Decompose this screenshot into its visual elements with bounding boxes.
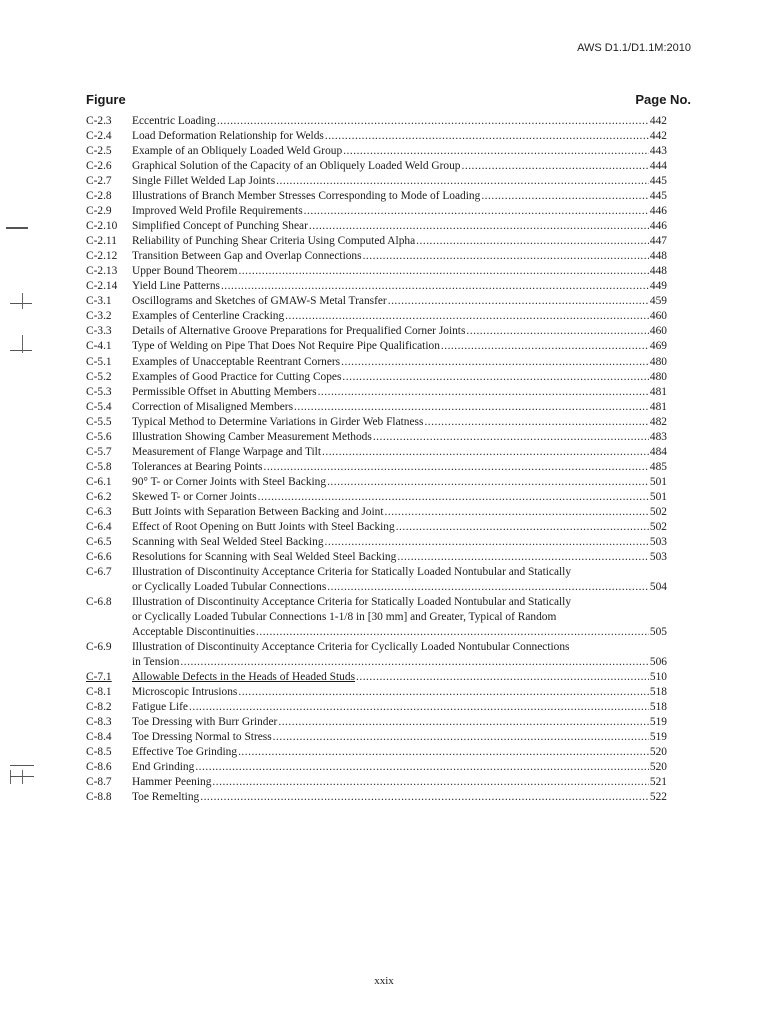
figure-number: C-8.5 — [86, 746, 112, 759]
figure-number: C-5.1 — [86, 355, 112, 368]
figure-title: Details of Alternative Groove Preparations for Prequalified Corner Joints — [132, 325, 466, 338]
dot-leader — [309, 219, 649, 234]
figure-entry — [86, 355, 667, 370]
dot-leader — [263, 460, 648, 475]
page-number-ref: 460 — [649, 325, 667, 338]
figure-number: C-8.7 — [86, 776, 112, 789]
dot-leader — [195, 760, 649, 775]
figure-title: Examples of Unacceptable Reentrant Corners — [132, 355, 341, 368]
page-number-ref: 482 — [649, 415, 667, 428]
figure-title: Toe Dressing with Burr Grinder — [132, 716, 278, 729]
figure-entry — [86, 114, 667, 129]
page-number-ref: 503 — [649, 535, 667, 548]
dot-leader — [304, 204, 649, 219]
figure-number: C-2.5 — [86, 145, 112, 158]
figure-list — [86, 114, 667, 805]
page-number-ref: 480 — [649, 370, 667, 383]
figure-title: Improved Weld Profile Requirements — [132, 205, 303, 218]
figure-number: C-8.2 — [86, 701, 112, 714]
figure-title: Eccentric Loading — [132, 115, 216, 127]
figure-title: Oscillograms and Sketches of GMAW-S Metal Transfer — [132, 295, 387, 308]
figure-number: C-3.1 — [86, 295, 112, 308]
figure-number: C-8.4 — [86, 731, 112, 744]
figure-entry — [86, 685, 667, 700]
figure-title: Permissible Offset in Abutting Members — [132, 385, 317, 398]
dot-leader — [180, 655, 649, 670]
figure-entry — [86, 309, 667, 324]
margin-mark — [10, 776, 34, 777]
figure-number: C-8.3 — [86, 716, 112, 729]
figure-entry — [86, 279, 667, 294]
figure-number: C-2.6 — [86, 160, 112, 173]
figure-entry — [86, 339, 667, 354]
figure-entry — [86, 775, 667, 790]
margin-tick — [22, 770, 23, 784]
figure-title: Toe Dressing Normal to Stress — [132, 731, 272, 744]
figure-title: Illustrations of Branch Member Stresses Corresponding to Mode of Loading — [132, 190, 481, 203]
figure-entry — [86, 760, 667, 775]
figure-title: Acceptable Discontinuities — [132, 626, 256, 639]
figure-number: C-8.1 — [86, 686, 112, 699]
figure-number: C-6.3 — [86, 505, 112, 518]
figure-title: End Grinding — [132, 761, 195, 774]
figure-entry — [86, 159, 667, 174]
figure-title: Illustration of Discontinuity Acceptance Criteria for Statically Loaded Nontubular and Statically — [132, 596, 572, 608]
dot-leader — [325, 535, 649, 550]
figure-number: C-6.2 — [86, 490, 112, 503]
page-number-ref: 448 — [649, 250, 667, 263]
page-number-ref: 447 — [649, 235, 667, 248]
page-column-heading: Page No. — [635, 92, 691, 107]
figure-entry — [86, 535, 667, 550]
figure-number: C-2.10 — [86, 220, 118, 233]
page-number-ref: 442 — [649, 130, 667, 143]
dot-leader — [276, 174, 649, 189]
figure-entry — [86, 234, 667, 249]
figure-entry — [86, 490, 667, 505]
figure-title: in Tension — [132, 656, 180, 669]
figure-title: Scanning with Seal Welded Steel Backing — [132, 535, 324, 548]
figure-title: Measurement of Flange Warpage and Tilt — [132, 445, 321, 458]
dot-leader — [462, 159, 649, 174]
figure-title: Graphical Solution of the Capacity of an Obliquely Loaded Weld Group — [132, 160, 461, 173]
margin-tick — [22, 335, 23, 353]
page-number-ref: 448 — [649, 265, 667, 278]
page-number-ref: 445 — [649, 190, 667, 203]
figure-title: Microscopic Intrusions — [132, 686, 238, 699]
dot-leader — [327, 475, 649, 490]
figure-entry — [86, 204, 667, 219]
figure-entry — [86, 730, 667, 745]
figure-title: Illustration of Discontinuity Acceptance Criteria for Cyclically Loaded Nontubular Connections — [132, 641, 570, 654]
page-number-ref: 518 — [649, 686, 667, 699]
figure-number: C-3.3 — [86, 325, 112, 338]
page-number-ref: 469 — [649, 340, 667, 353]
page-number-ref: 510 — [649, 671, 667, 684]
dot-leader — [356, 670, 649, 685]
figure-number: C-7.1 — [86, 671, 112, 684]
dot-leader — [388, 294, 649, 309]
figure-title: Upper Bound Theorem — [132, 265, 238, 278]
figure-title: Transition Between Gap and Overlap Connections — [132, 250, 362, 263]
margin-mark — [10, 350, 32, 351]
page-number-ref: 520 — [649, 761, 667, 774]
page-number-ref: 483 — [649, 430, 667, 443]
figure-entry — [86, 670, 667, 685]
figure-title: Fatigue Life — [132, 701, 188, 714]
figure-number: C-6.8 — [86, 596, 112, 608]
figure-entry — [86, 189, 667, 204]
dot-leader — [325, 129, 649, 144]
page-number-ref: 521 — [649, 776, 667, 789]
figure-number: C-8.6 — [86, 761, 112, 774]
page-number-ref: 503 — [649, 550, 667, 563]
dot-leader — [212, 775, 649, 790]
dot-leader — [466, 324, 649, 339]
figure-number: C-4.1 — [86, 340, 112, 353]
dot-leader — [481, 189, 649, 204]
page-number-ref: 519 — [649, 716, 667, 729]
dot-leader — [258, 490, 649, 505]
figure-title: Reliability of Punching Shear Criteria Using Computed Alpha — [132, 235, 416, 248]
dot-leader — [273, 730, 649, 745]
figure-number: C-2.4 — [86, 130, 112, 143]
dot-leader — [343, 144, 649, 159]
page-number: xxix — [374, 975, 394, 987]
figure-title: Tolerances at Bearing Points — [132, 460, 263, 473]
dot-leader — [200, 790, 649, 805]
figure-title: Simplified Concept of Punching Shear — [132, 220, 308, 233]
figure-entry — [86, 219, 667, 234]
figure-title: Hammer Peening — [132, 776, 212, 789]
figure-entry — [86, 144, 667, 159]
figure-entry — [86, 415, 667, 430]
figure-entry — [86, 129, 667, 144]
margin-mark — [6, 227, 28, 229]
figure-title: Examples of Good Practice for Cutting Copes — [132, 370, 342, 383]
page-number-ref: 446 — [649, 205, 667, 218]
figure-entry — [86, 174, 667, 189]
figure-number: C-2.3 — [86, 115, 112, 127]
dot-leader — [238, 264, 648, 279]
figure-entry — [86, 715, 667, 730]
dot-leader — [441, 339, 649, 354]
figure-title: Toe Remelting — [132, 791, 200, 804]
figure-title: Skewed T- or Corner Joints — [132, 490, 257, 503]
figure-entry — [86, 505, 667, 520]
page-number-ref: 446 — [649, 220, 667, 233]
figure-number: C-6.5 — [86, 535, 112, 548]
page-number-ref: 460 — [649, 310, 667, 323]
figure-entry — [86, 475, 667, 490]
figure-title: 90° T- or Corner Joints with Steel Backing — [132, 475, 327, 488]
dot-leader — [342, 370, 648, 385]
figure-title: Butt Joints with Separation Between Backing and Joint — [132, 505, 384, 518]
figure-number: C-5.4 — [86, 400, 112, 413]
figure-number: C-6.7 — [86, 565, 112, 578]
figure-title: Single Fillet Welded Lap Joints — [132, 175, 276, 188]
figure-title: or Cyclically Loaded Tubular Connections 1-1/8 in [30 mm] and Greater, Typical of Random — [132, 611, 557, 624]
figure-entry — [86, 520, 667, 535]
dot-leader — [278, 715, 649, 730]
figure-number: C-2.13 — [86, 265, 118, 278]
margin-tick — [22, 293, 23, 309]
margin-mark — [10, 765, 34, 766]
page-number-ref: 481 — [649, 385, 667, 398]
dot-leader — [396, 520, 649, 535]
figure-entry — [86, 550, 667, 565]
page-number-ref: 481 — [649, 400, 667, 413]
page-number-ref: 449 — [649, 280, 667, 293]
figure-title: Yield Line Patterns — [132, 280, 220, 293]
figure-title: Effect of Root Opening on Butt Joints with Steel Backing — [132, 520, 395, 533]
page-number-ref: 505 — [649, 626, 667, 639]
margin-mark — [10, 303, 32, 304]
figure-entry — [86, 700, 667, 715]
figure-entry — [86, 400, 667, 415]
figure-title: Examples of Centerline Cracking — [132, 310, 285, 323]
figure-number: C-6.6 — [86, 550, 112, 563]
dot-leader — [238, 745, 649, 760]
page-number-ref: 485 — [649, 460, 667, 473]
dot-leader — [256, 625, 649, 640]
dot-leader — [416, 234, 649, 249]
dot-leader — [424, 415, 648, 430]
page-number-ref: 444 — [649, 160, 667, 173]
figure-number: C-5.6 — [86, 430, 112, 443]
figure-title: Effective Toe Grinding — [132, 746, 238, 759]
page-number-ref: 442 — [649, 115, 667, 127]
page-number-ref: 443 — [649, 145, 667, 158]
dot-leader — [285, 309, 649, 324]
figure-number: C-6.4 — [86, 520, 112, 533]
page-number-ref: 522 — [649, 791, 667, 804]
figure-number: C-2.8 — [86, 190, 112, 203]
page-number-ref: 518 — [649, 701, 667, 714]
figure-title: Type of Welding on Pipe That Does Not Require Pipe Qualification — [132, 340, 440, 353]
figure-title: Typical Method to Determine Variations in Girder Web Flatness — [132, 415, 424, 428]
margin-tick — [10, 770, 11, 784]
figure-number: C-2.9 — [86, 205, 112, 218]
dot-leader — [238, 685, 649, 700]
page-number-ref: 501 — [649, 475, 667, 488]
figure-entry — [86, 294, 667, 309]
figure-title: Example of an Obliquely Loaded Weld Group — [132, 145, 343, 158]
figure-number: C-6.9 — [86, 641, 112, 654]
page-number-ref: 519 — [649, 731, 667, 744]
figure-entry — [86, 745, 667, 760]
figure-entry — [86, 264, 667, 279]
dot-leader — [341, 355, 649, 370]
figure-number: C-2.7 — [86, 175, 112, 188]
figure-number: C-2.12 — [86, 250, 118, 263]
figure-title: Illustration Showing Camber Measurement Methods — [132, 430, 372, 443]
page-number-ref: 502 — [649, 505, 667, 518]
figure-entry — [86, 565, 667, 595]
dot-leader — [385, 505, 649, 520]
document-reference: AWS D1.1/D1.1M:2010 — [577, 42, 691, 54]
figure-number: C-3.2 — [86, 310, 112, 323]
dot-leader — [397, 550, 649, 565]
figure-entry — [86, 430, 667, 445]
figure-column-heading: Figure — [86, 92, 126, 107]
page-number-ref: 459 — [649, 295, 667, 308]
figure-entry — [86, 445, 667, 460]
figure-number: C-5.7 — [86, 445, 112, 458]
dot-leader — [189, 700, 649, 715]
figure-entry — [86, 324, 667, 339]
figure-title: Resolutions for Scanning with Seal Welded Steel Backing — [132, 550, 397, 563]
figure-entry — [86, 460, 667, 475]
page-number-ref: 484 — [649, 445, 667, 458]
figure-title: Allowable Defects in the Heads of Headed Studs — [132, 671, 356, 684]
dot-leader — [322, 445, 649, 460]
figure-title: Load Deformation Relationship for Welds — [132, 130, 324, 143]
figure-number: C-5.2 — [86, 370, 112, 383]
page-number-ref: 445 — [649, 175, 667, 188]
page-number-ref: 506 — [649, 656, 667, 669]
dot-leader — [221, 279, 649, 294]
figure-number: C-2.11 — [86, 235, 117, 248]
figure-number: C-8.8 — [86, 791, 112, 804]
dot-leader — [327, 580, 649, 595]
page-number-ref: 501 — [649, 490, 667, 503]
figure-entry — [86, 790, 667, 805]
figure-title: Illustration of Discontinuity Acceptance Criteria for Statically Loaded Nontubular and Statically — [132, 565, 572, 578]
figure-entry — [86, 640, 667, 670]
dot-leader — [363, 249, 649, 264]
figure-entry — [86, 385, 667, 400]
page-number-ref: 504 — [649, 580, 667, 593]
figure-entry — [86, 370, 667, 385]
figure-number: C-6.1 — [86, 475, 112, 488]
figure-title: Correction of Misaligned Members — [132, 400, 294, 413]
page-number-ref: 502 — [649, 520, 667, 533]
figure-number: C-5.8 — [86, 460, 112, 473]
page-number-ref: 520 — [649, 746, 667, 759]
dot-leader — [294, 400, 649, 415]
figure-number: C-2.14 — [86, 280, 118, 293]
dot-leader — [318, 385, 649, 400]
figure-entry — [86, 595, 667, 640]
page-number-ref: 480 — [649, 355, 667, 368]
figure-entry — [86, 249, 667, 264]
dot-leader — [373, 430, 649, 445]
figure-title: or Cyclically Loaded Tubular Connections — [132, 580, 327, 593]
dot-leader — [217, 114, 649, 129]
figure-number: C-5.3 — [86, 385, 112, 398]
figure-number: C-5.5 — [86, 415, 112, 428]
